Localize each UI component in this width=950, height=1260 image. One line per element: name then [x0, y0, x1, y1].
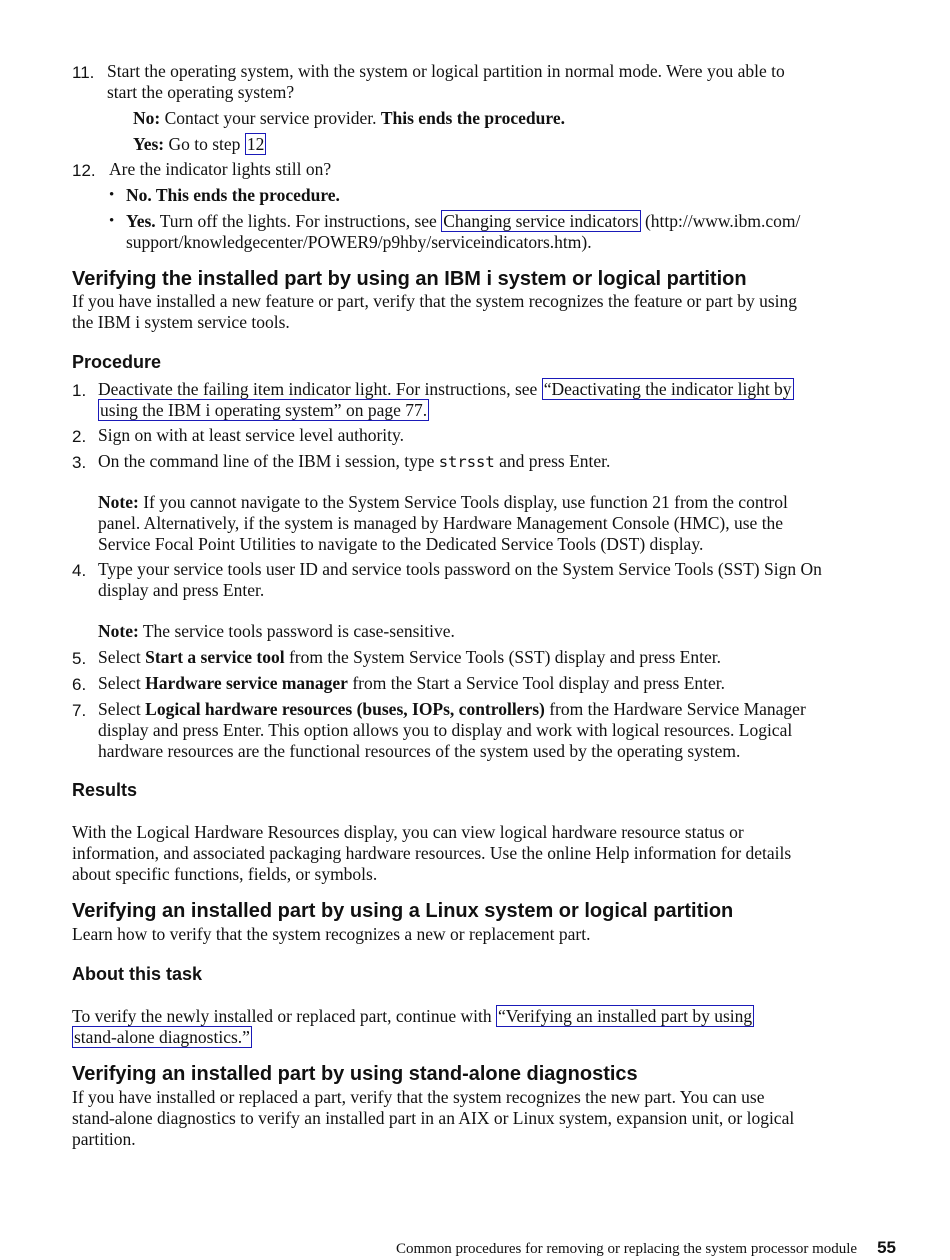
page-number: 55	[877, 1238, 896, 1257]
step-11-no	[133, 108, 565, 129]
about-task-heading: About this task	[72, 964, 203, 984]
proc-step-5-rest: from the System Service Tools (SST) display and press Enter.	[284, 647, 721, 667]
start-service-tool-label: Start a service tool	[145, 647, 285, 667]
step-12-question: Are the indicator lights still on?	[109, 159, 332, 179]
proc-step-7-line3: hardware resources are the functional resources of the system used by the operating system.	[98, 741, 741, 761]
standalone-diagnostics-link-cont[interactable]: stand-alone diagnostics.”	[74, 1027, 250, 1047]
proc-step-6-rest: from the Start a Service Tool display and press Enter.	[347, 673, 725, 693]
step-12-link[interactable]: 12	[246, 134, 265, 154]
ibmi-intro-line1: If you have installed a new feature or part, verify that the system recognizes the feature or part by using	[72, 291, 798, 311]
proc-step-7-line1	[98, 699, 806, 720]
step-11-yes	[133, 134, 266, 155]
no-label: No:	[133, 108, 161, 128]
proc-step-1-line2	[98, 400, 429, 421]
proc-step-3-text	[98, 451, 610, 473]
proc-step-1-text: Deactivate the failing item indicator light. For instructions, see	[98, 379, 542, 399]
standalone-line1: If you have installed or replaced a part, verify that the system recognizes the new part. You can use	[72, 1087, 765, 1107]
proc-step-4-line2: display and press Enter.	[98, 580, 265, 600]
linux-intro: Learn how to verify that the system recognizes a new or replacement part.	[72, 924, 591, 944]
linux-task-line2	[72, 1027, 252, 1048]
proc-step-1-number: 1.	[72, 381, 87, 400]
logical-hardware-resources-label: Logical hardware resources (buses, IOPs, controllers)	[145, 699, 545, 719]
proc-step-1-line1	[98, 379, 794, 400]
proc-step-2-text: Sign on with at least service level authority.	[98, 425, 405, 445]
standalone-line2: stand-alone diagnostics to verify an installed part in an AIX or Linux system, expansion unit, or logical	[72, 1108, 795, 1128]
step-11-line1: Start the operating system, with the system or logical partition in normal mode. Were you able to	[107, 61, 785, 81]
standalone-line3: partition.	[72, 1129, 136, 1149]
proc-step-6-text	[98, 673, 725, 694]
select-word: Select	[98, 673, 146, 693]
proc-step-2-number: 2.	[72, 427, 87, 446]
bullet-no-text: No. This ends the procedure.	[126, 185, 340, 205]
results-heading: Results	[72, 780, 138, 800]
proc-step-3-note-line3: Service Focal Point Utilities to navigate to the Dedicated Service Tools (DST) display.	[98, 534, 704, 554]
bullet-yes-url: (http://www.ibm.com/	[640, 211, 801, 231]
note-text: If you cannot navigate to the System Service Tools display, use function 21 from the control	[138, 492, 788, 512]
proc-step-5-number: 5.	[72, 649, 87, 668]
proc-step-3-text-b: and press Enter.	[494, 451, 611, 471]
yes-label: Yes:	[133, 134, 165, 154]
proc-step-7-rest: from the Hardware Service Manager	[544, 699, 806, 719]
no-text: Contact your service provider.	[160, 108, 381, 128]
hardware-service-manager-label: Hardware service manager	[145, 673, 348, 693]
ibmi-section-heading: Verifying the installed part by using an IBM i system or logical partition	[72, 268, 747, 290]
linux-task-text: To verify the newly installed or replaced part, continue with	[72, 1006, 496, 1026]
step-11-line2: start the operating system?	[107, 82, 295, 102]
proc-step-4-number: 4.	[72, 561, 87, 580]
proc-step-4-note	[98, 621, 455, 642]
proc-step-7-line2: display and press Enter. This option allows you to display and work with logical resources. Logical	[98, 720, 793, 740]
note-text: The service tools password is case-sensitive.	[138, 621, 455, 641]
results-line1: With the Logical Hardware Resources display, you can view logical hardware resource status or	[72, 822, 744, 842]
procedure-heading: Procedure	[72, 352, 162, 372]
results-line2: information, and associated packaging hardware resources. Use the online Help information for details	[72, 843, 792, 863]
proc-step-7-number: 7.	[72, 701, 87, 720]
proc-step-3-note-line1	[98, 492, 788, 513]
step-12-url-line2: support/knowledgecenter/POWER9/p9hby/serviceindicators.htm).	[126, 232, 592, 252]
results-line3: about specific functions, fields, or symbols.	[72, 864, 378, 884]
step-11-number: 11.	[72, 63, 95, 82]
select-word: Select	[98, 699, 146, 719]
no-end: This ends the procedure.	[380, 108, 565, 128]
ibmi-intro-line2: the IBM i system service tools.	[72, 312, 290, 332]
note-label: Note:	[98, 492, 139, 512]
linux-section-heading: Verifying an installed part by using a Linux system or logical partition	[72, 900, 734, 922]
proc-step-4-line1: Type your service tools user ID and service tools password on the System Service Tools (SST) Sign On	[98, 559, 822, 579]
page-footer	[396, 1237, 896, 1260]
yes-text: Go to step	[164, 134, 245, 154]
proc-step-3-number: 3.	[72, 453, 87, 472]
step-12-number: 12.	[72, 161, 96, 180]
select-word: Select	[98, 647, 146, 667]
standalone-section-heading: Verifying an installed part by using stand-alone diagnostics	[72, 1063, 638, 1085]
bullet-yes-text: Turn off the lights. For instructions, see	[155, 211, 442, 231]
changing-service-indicators-link[interactable]: Changing service indicators	[443, 211, 639, 231]
deactivating-indicator-link[interactable]: “Deactivating the indicator light by	[543, 379, 792, 399]
proc-step-3-text-a: On the command line of the IBM i session, type	[98, 451, 439, 471]
bullet-dot: •	[109, 213, 115, 229]
deactivating-indicator-link-cont[interactable]: using the IBM i operating system” on page 77.	[100, 400, 428, 420]
bullet-dot: •	[109, 187, 115, 203]
footer-title: Common procedures for removing or replacing the system processor module	[395, 1241, 858, 1257]
proc-step-6-number: 6.	[72, 675, 87, 694]
strsst-command: strsst	[438, 453, 495, 471]
proc-step-3-note-line2: panel. Alternatively, if the system is managed by Hardware Management Console (HMC), use the	[98, 513, 784, 533]
note-label: Note:	[98, 621, 139, 641]
linux-task-line1	[72, 1006, 754, 1027]
step-12-bullet-no	[126, 185, 340, 206]
standalone-diagnostics-link[interactable]: “Verifying an installed part by using	[497, 1006, 753, 1026]
step-12-bullet-yes	[126, 211, 800, 232]
bullet-yes-label: Yes.	[126, 211, 156, 231]
proc-step-5-text	[98, 647, 721, 668]
